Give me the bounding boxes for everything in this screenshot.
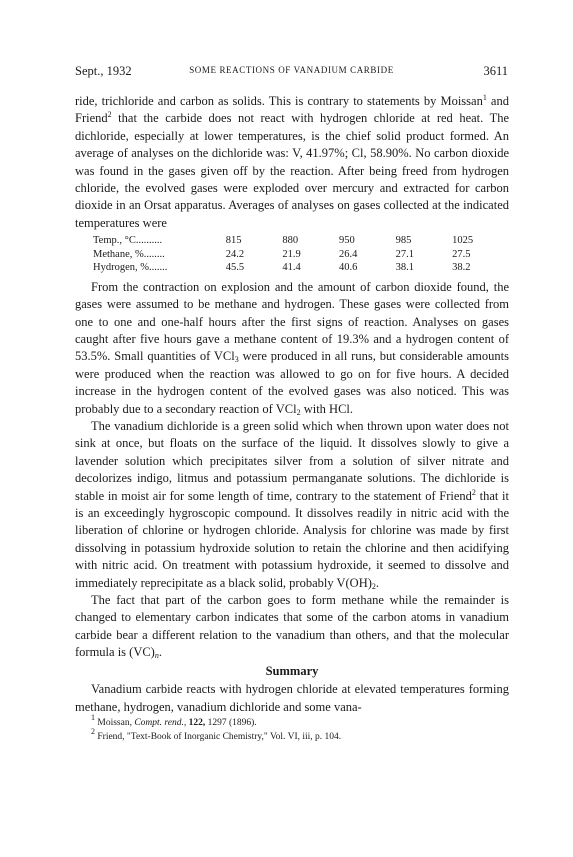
article-body	[75, 93, 509, 743]
gas-analysis-table	[93, 234, 509, 275]
paragraph-text: were produced in all runs, but considerable amounts were produced when the reaction was allowed to go on for five hours. A decided increase in the hydrogen content of the evolved gases was also noticed. This was probably due to a secondary reaction of VCl	[75, 349, 509, 416]
paragraph-2	[75, 279, 509, 418]
subscript: n	[154, 651, 159, 661]
paragraph-1	[75, 93, 509, 232]
table-cell: 38.1	[395, 262, 414, 274]
header-date: Sept., 1932	[75, 64, 132, 78]
footnote-mark: 1	[91, 712, 95, 722]
table-cell: 985	[395, 235, 412, 247]
footnote-ref: 2	[471, 487, 476, 497]
summary-heading: Summary	[265, 663, 319, 678]
subscript: 3	[234, 355, 239, 365]
table-row	[93, 234, 509, 248]
table-cell: 24.2	[225, 248, 245, 260]
paragraph-text: .	[158, 645, 162, 660]
table-cell: 26.4	[338, 248, 358, 260]
table-cell: 1025	[452, 235, 474, 247]
table-cell: 815	[225, 235, 242, 247]
table-cell: 45.5	[225, 262, 245, 274]
row-label: Hydrogen, %.......	[93, 262, 168, 274]
footnote-ref: 2	[107, 110, 112, 120]
paragraph-4	[75, 592, 509, 662]
page-number: 3611	[483, 64, 508, 78]
subscript: 2	[296, 407, 301, 417]
footnote-mark: 2	[91, 726, 95, 736]
row-label: Methane, %........	[93, 248, 165, 260]
paragraph-text: that the carbide does not react with hydrogen chloride at red heat. The dichloride, especially at lower temperatures, is the chief solid product formed. An average of analyses on the dichloride was: V, 41.97%; Cl, 58.90%. No carbon dioxide was found in the gases given off by the reaction. After being freed from hydrogen chloride, the evolved gases were exploded over mercury and extracted for carbon dioxide in an Orsat apparatus. Averages of analyses on gases collected at the indicated temperatures were	[75, 111, 509, 230]
paragraph-text: The vanadium dichloride is a green solid which when thrown upon water does not sink at once, but floats on the surface of the liquid. It dissolves slowly to give a lavender solution which precipitates silver from a solution of silver nitrate and decolorizes indigo, litmus and potassium permanganate solutions. The dichloride is stable in moist air for some length of time, contrary to the statement of Friend	[75, 419, 509, 503]
table-cell: 38.2	[452, 262, 471, 274]
table-cell: 27.1	[395, 248, 414, 260]
footnote-text: Moissan,	[95, 717, 135, 728]
row-label: Temp., °C..........	[93, 235, 163, 247]
footnote-volume: 122,	[188, 717, 206, 728]
footnote-ref: 1	[482, 93, 487, 102]
paragraph-text: and Friend	[75, 94, 509, 126]
footnote-text: Friend, "Text-Book of Inorganic Chemistry," Vol. VI, iii, p. 104.	[95, 731, 342, 742]
table-cell: 40.6	[338, 262, 358, 274]
table-cell: 41.4	[282, 262, 301, 274]
paragraph-text: that it is an exceedingly hygroscopic compound. It dissolves readily in nitric acid with the liberation of chlorine or hydrogen chloride. Analysis for chlorine was made by first dissolving in potassium hydroxide solution to retain the chlorine and then acidifying with nitric acid. On treatment with potassium hydroxide, it seemed to dissolve and immediately reprecipitate as a black solid, probably V(OH)	[75, 488, 509, 590]
table-row	[93, 248, 509, 262]
subscript: 2	[371, 581, 376, 591]
page-header	[75, 64, 508, 80]
paragraph-text: .	[375, 575, 380, 590]
table-cell: 27.5	[452, 248, 471, 260]
footnote-1	[75, 712, 509, 729]
footnote-text: 1297 (1896).	[205, 717, 257, 728]
paragraph-text: with HCl.	[300, 401, 354, 416]
table-row	[93, 261, 509, 275]
paragraph-text: From the contraction on explosion and the amount of carbon dioxide found, the gases were assumed to be methane and hydrogen. These gases were collected from one to one and one-half hours after the first signs of reaction. Analyses on gases caught after five hours gave a methane content of 19.3% and a hydrogen content of 53.5%. Small quantities of VCl	[75, 279, 509, 364]
footnote-2	[75, 726, 509, 743]
table-cell: 21.9	[282, 248, 301, 260]
paragraph-text: The fact that part of the carbon goes to form methane while the remainder is changed to elementary carbon indicates that some of the carbon atoms in vanadium carbide bear a different relation to the vanadium than others, and that the molecular formula is (VC)	[75, 593, 509, 660]
paragraph-text: ride, trichloride and carbon as solids. This is contrary to statements by Moissan	[75, 94, 483, 108]
table-cell: 950	[338, 235, 355, 247]
summary-paragraph: Vanadium carbide reacts with hydrogen chloride at elevated temperatures forming methane, hydrogen, vanadium dichloride and some vana-	[75, 682, 509, 714]
paragraph-3	[75, 418, 509, 592]
running-title: SOME REACTIONS OF VANADIUM CARBIDE	[189, 65, 394, 75]
table-cell: 880	[282, 235, 299, 247]
footnote-text: ,	[183, 717, 189, 728]
footnote-journal: Compt. rend.	[134, 717, 184, 728]
